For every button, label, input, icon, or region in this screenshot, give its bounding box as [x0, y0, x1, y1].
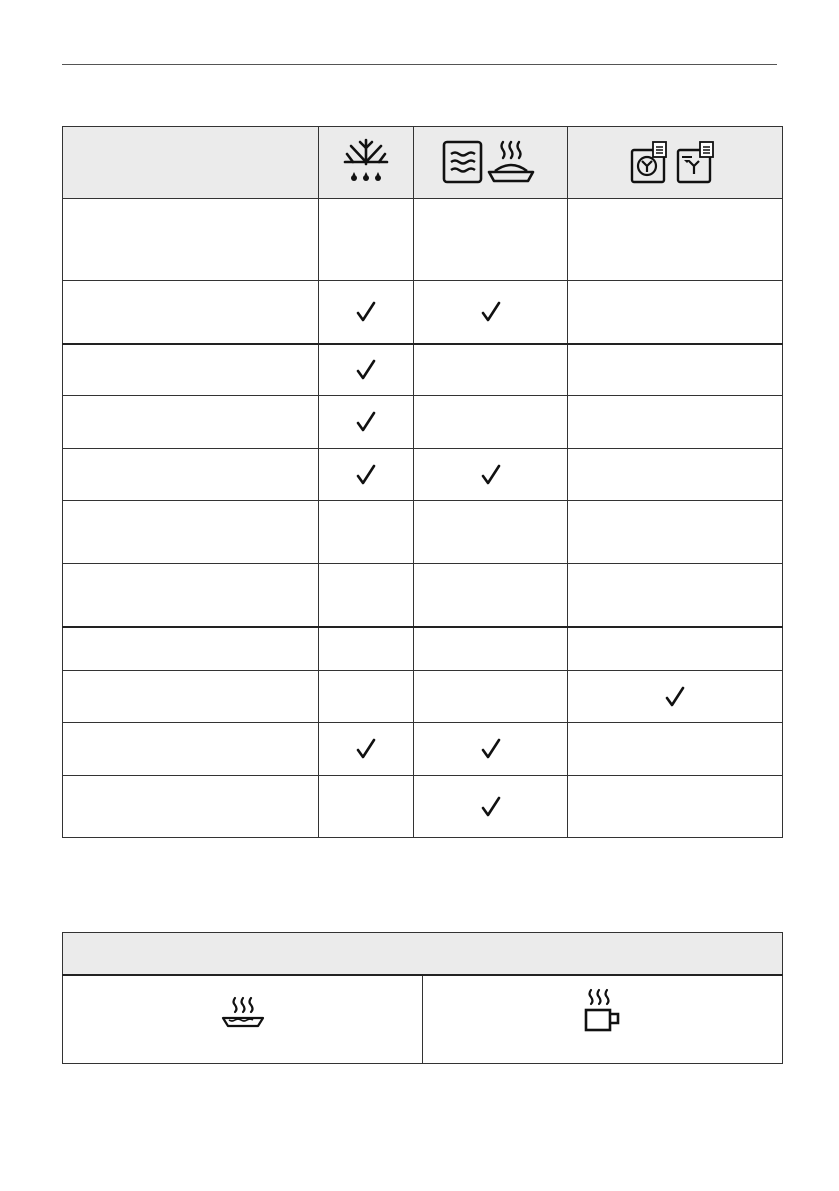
checkmark-icon — [356, 301, 376, 323]
check-cell — [414, 199, 568, 281]
check-cell — [319, 564, 414, 628]
header-programs-cell — [568, 127, 783, 199]
check-cell — [568, 564, 783, 628]
check-cell — [414, 776, 568, 838]
check-cell — [568, 449, 783, 501]
table-row — [63, 723, 783, 776]
table-row — [63, 671, 783, 723]
check-cell — [414, 671, 568, 723]
check-cell — [414, 627, 568, 671]
row-label-cell — [63, 281, 319, 345]
table-row — [63, 501, 783, 564]
check-cell — [568, 396, 783, 449]
row-label-cell — [63, 671, 319, 723]
checkmark-icon — [356, 411, 376, 433]
check-cell — [414, 344, 568, 396]
checkmark-icon — [665, 686, 685, 708]
snowflake-defrost-icon — [341, 138, 391, 188]
header-defrost-cell — [319, 127, 414, 199]
check-cell — [414, 281, 568, 345]
assisted-cooking-program-icons — [630, 140, 720, 186]
check-cell — [319, 627, 414, 671]
check-cell — [414, 723, 568, 776]
check-cell — [319, 281, 414, 345]
check-cell — [568, 776, 783, 838]
check-cell — [568, 281, 783, 345]
checkmark-icon — [481, 738, 501, 760]
check-cell — [319, 199, 414, 281]
check-cell — [568, 501, 783, 564]
check-cell — [568, 199, 783, 281]
row-label-cell — [63, 501, 319, 564]
header-microwave-cell — [414, 127, 568, 199]
top-rule — [62, 64, 777, 65]
row-label-cell — [63, 396, 319, 449]
food-type-header — [63, 933, 783, 976]
check-cell — [319, 396, 414, 449]
row-label-cell — [63, 776, 319, 838]
row-label-cell — [63, 723, 319, 776]
check-cell — [568, 723, 783, 776]
checkmark-icon — [356, 464, 376, 486]
check-cell — [414, 396, 568, 449]
table-row — [63, 776, 783, 838]
checkmark-icon — [481, 796, 501, 818]
row-label-cell — [63, 449, 319, 501]
check-cell — [319, 671, 414, 723]
table-header-row — [63, 127, 783, 199]
check-cell — [414, 501, 568, 564]
header-empty-cell — [63, 127, 319, 199]
hot-drink-icon — [581, 988, 625, 1034]
check-cell — [568, 671, 783, 723]
check-cell — [414, 564, 568, 628]
row-label-cell — [63, 627, 319, 671]
function-table — [62, 126, 783, 838]
check-cell — [319, 449, 414, 501]
checkmark-icon — [481, 464, 501, 486]
table-row — [63, 627, 783, 671]
table-row — [63, 449, 783, 501]
checkmark-icon — [356, 738, 376, 760]
food-type-icon-row — [63, 975, 783, 1064]
table-row — [63, 564, 783, 628]
check-cell — [319, 776, 414, 838]
table-row — [63, 344, 783, 396]
check-cell — [319, 501, 414, 564]
row-label-cell — [63, 344, 319, 396]
table-row — [63, 199, 783, 281]
heated-dish-icon — [221, 996, 265, 1032]
row-label-cell — [63, 199, 319, 281]
heated-dish-cell — [63, 975, 423, 1064]
check-cell — [568, 627, 783, 671]
food-type-header-row — [63, 933, 783, 976]
row-label-cell — [63, 564, 319, 628]
table-row — [63, 281, 783, 345]
check-cell — [319, 723, 414, 776]
microwave-and-heated-dish-icon — [441, 138, 541, 188]
hot-drink-cell — [423, 975, 783, 1064]
checkmark-icon — [481, 301, 501, 323]
table-row — [63, 396, 783, 449]
check-cell — [319, 344, 414, 396]
food-type-table — [62, 932, 783, 1064]
checkmark-icon — [356, 359, 376, 381]
check-cell — [568, 344, 783, 396]
check-cell — [414, 449, 568, 501]
